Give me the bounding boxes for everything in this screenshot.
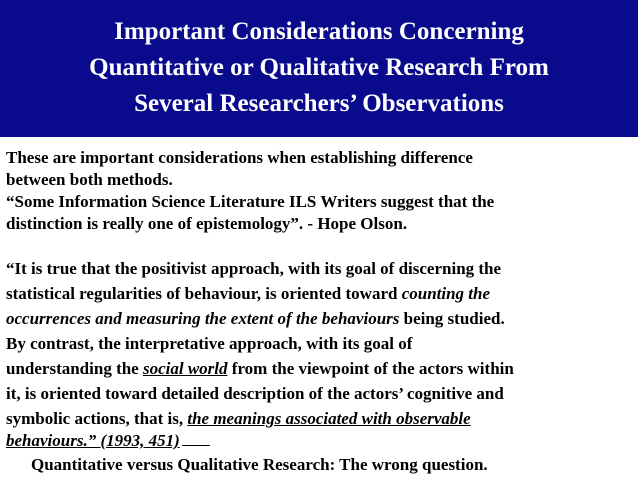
intro-line-1: These are important considerations when establishing difference xyxy=(6,148,473,167)
main-quote-line-5-text-a: understanding the xyxy=(6,359,143,378)
emphasis-meanings: the meanings associated with observable xyxy=(187,409,471,428)
main-quote-line-3-text: being studied. xyxy=(399,309,505,328)
main-quote-line-6: it, is oriented toward detailed description of the actors’ cognitive and xyxy=(6,384,504,403)
underline-blank xyxy=(182,444,210,446)
main-quote-line-3 xyxy=(6,309,634,329)
main-quote-line-8 xyxy=(6,431,634,451)
main-quote-line-5 xyxy=(6,359,634,379)
emphasis-counting: counting the xyxy=(401,284,491,303)
main-quote-line-4: By contrast, the interpretative approach, with its goal of xyxy=(6,334,413,353)
slide-title-line-1: Important Considerations Concerning xyxy=(114,18,524,45)
main-quote-line-2-text: statistical regularities of behaviour, is oriented toward xyxy=(6,284,402,303)
intro-line-2: between both methods. xyxy=(6,170,173,189)
main-quote-line-5-text-c: from the viewpoint of the actors within xyxy=(227,359,514,378)
citation: behaviours.” (1993, 451) xyxy=(6,431,180,450)
source-title: Quantitative versus Qualitative Research: The wrong question. xyxy=(31,455,488,474)
slide-title-line-3: Several Researchers’ Observations xyxy=(134,90,504,117)
olson-quote-line-1: “Some Information Science Literature ILS Writers suggest that the xyxy=(6,192,495,211)
slide-title-line-2: Quantitative or Qualitative Research From xyxy=(89,54,549,81)
emphasis-occurrences: occurrences and measuring the extent of the behaviours xyxy=(6,309,400,328)
main-quote-line-2 xyxy=(6,284,634,304)
main-quote-line-1: “It is true that the positivist approach, with its goal of discerning the xyxy=(6,259,502,278)
main-quote-line-7-text: symbolic actions, that is, xyxy=(6,409,188,428)
olson-quote-line-2: distinction is really one of epistemology”. - Hope Olson. xyxy=(6,214,408,233)
title-banner xyxy=(0,0,638,137)
emphasis-social-world: social world xyxy=(142,359,228,378)
main-quote-line-7 xyxy=(6,409,634,429)
